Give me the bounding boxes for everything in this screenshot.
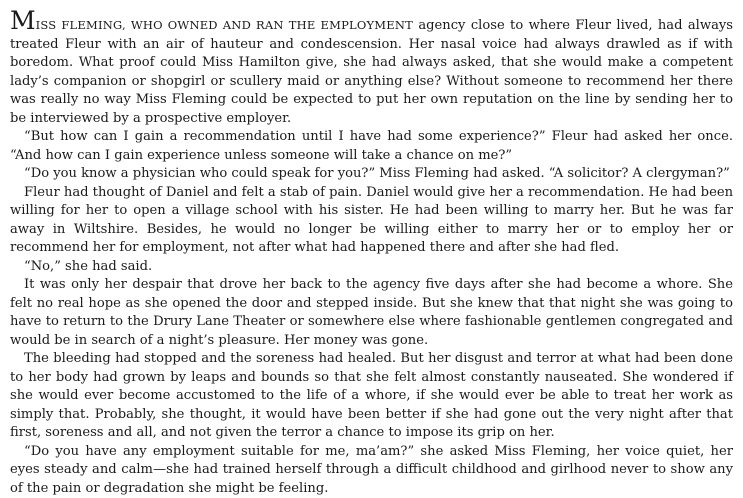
paragraph-1: [10, 12, 733, 128]
paragraph-7: The bleeding had stopped and the soreness had healed. But her disgust and terror at what had been done to her body had grown by leaps and bounds so that she felt almost constantly nauseated. She wondered if she would ever become accustomed to the life of a whore, if she would ever be able to treat her work as simply that. Probably, she thought, it would have been better if she had gone out the very night after that first, soreness and all, and not given the terror a chance to impose its grip on her.: [10, 350, 733, 443]
paragraph-1-text: agency close to where Fleur lived, had always treated Fleur with an air of hauteur and condescension. Her nasal voice had always drawled as if with boredom. What proof could Miss Hamilton give, she had always asked, that she would make a competent lady’s companion or shopgirl or scullery maid or anything else? Without someone to recommend her there was really no way Miss Fleming could be expected to put her own reputation on the line by sending her to be interviewed by a prospective employer.: [10, 18, 733, 126]
drop-cap: M: [10, 6, 36, 35]
paragraph-2: “But how can I gain a recommendation until I have had some experience?” Fleur had asked her once. “And how can I gain experience unless someone will take a chance on me?”: [10, 128, 733, 165]
paragraph-4: Fleur had thought of Daniel and felt a stab of pain. Daniel would give her a recommendation. He had been willing for her to open a village school with his sister. He had been willing to marry her. But he was far away in Wiltshire. Besides, he would no longer be willing either to marry her or to employ her or recommend her for employment, not after what had happened there and after she had fled.: [10, 184, 733, 258]
paragraph-5: “No,” she had said.: [10, 258, 733, 277]
paragraph-6: It was only her despair that drove her back to the agency five days after she had become a whore. She felt no real hope as she opened the door and stepped inside. But she knew that that night she was going to have to return to the Drury Lane Theater or somewhere else where fashionable gentlemen congregated and would be in search of a night’s pleasure. Her money was gone.: [10, 276, 733, 350]
paragraph-8: “Do you have any employment suitable for me, ma’am?” she asked Miss Fleming, her voice quiet, her eyes steady and calm—she had trained herself through a difficult childhood and girlhood never to show any of the pain or degradation she might be feeling.: [10, 443, 733, 498]
small-caps-opening: ISS FLEMING, WHO OWNED AND RAN THE EMPLOYMENT: [36, 18, 413, 32]
book-page: [10, 12, 733, 498]
paragraph-3: “Do you know a physician who could speak for you?” Miss Fleming had asked. “A solicitor? A clergyman?”: [10, 165, 733, 184]
